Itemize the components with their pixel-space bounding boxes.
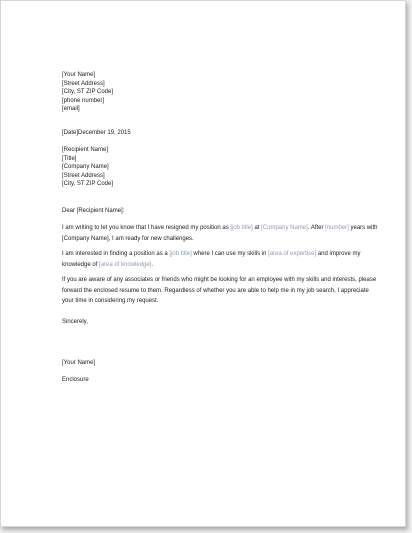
- paragraph-1-text-2: at: [252, 225, 262, 231]
- enclosure: [62, 376, 372, 385]
- paragraph-2-text-3: and improve my knowledge of: [62, 251, 361, 268]
- body-paragraph-3: If you are aware of any associates or friends who might be looking for an employee with my skills and interests, please forward the enclosed resume to them. Regardless of whether you are able to help me in my job search, I appreciate your time in considering my request.: [62, 277, 377, 305]
- recipient-address-block: [62, 146, 372, 189]
- salutation-text: Dear [Recipient Name]:: [62, 208, 125, 214]
- paragraph-2-text-4: .: [151, 261, 154, 268]
- paragraph-2-text-1: I am interested in finding a position as a: [62, 251, 170, 257]
- sender-email: [email]: [62, 106, 80, 113]
- paragraph-1-text-3: . After: [307, 225, 326, 231]
- sender-phone: [phone number]: [62, 97, 105, 104]
- signature-name: [Your Name]: [62, 360, 96, 366]
- letter-date: [62, 129, 372, 138]
- recipient-city: [City, ST ZIP Code]: [62, 181, 114, 188]
- placeholder-number: [number]: [325, 225, 349, 231]
- closing: [62, 318, 372, 327]
- placeholder-area-of-expertise: [area of expertise]: [268, 251, 317, 257]
- placeholder-area-of-knowledge: [area of knowledge]: [99, 261, 152, 268]
- recipient-name: [Recipient Name]: [62, 147, 109, 153]
- paragraph-2-text-2: where I can use my skills in: [191, 251, 269, 257]
- paragraph-1-text-4: years with [Company Name], I am ready for new challenges.: [62, 225, 378, 242]
- body-paragraph-1: [62, 223, 380, 244]
- salutation: [62, 207, 372, 216]
- sender-name: [Your Name]: [62, 72, 96, 78]
- sender-city: [City, ST ZIP Code]: [62, 89, 114, 96]
- date-text: [Date]December 19, 2015: [62, 130, 131, 136]
- placeholder-job-title: [job title]: [169, 251, 192, 257]
- recipient-title: [Title]: [62, 155, 77, 162]
- body-paragraph-2: [62, 249, 380, 270]
- recipient-company: [Company Name]: [62, 164, 109, 171]
- recipient-street: [Street Address]: [62, 172, 105, 179]
- enclosure-text: Enclosure: [62, 377, 89, 383]
- sender-address-block: [62, 71, 372, 114]
- signature: [62, 359, 372, 368]
- sender-street: [Street Address]: [62, 80, 105, 87]
- placeholder-job-title: [job title]: [230, 225, 253, 231]
- paragraph-1-text-1: I am writing to let you know that I have resigned my position as: [62, 225, 231, 231]
- closing-text: Sincerely,: [62, 319, 88, 325]
- placeholder-company-name: [Company Name]: [261, 225, 308, 231]
